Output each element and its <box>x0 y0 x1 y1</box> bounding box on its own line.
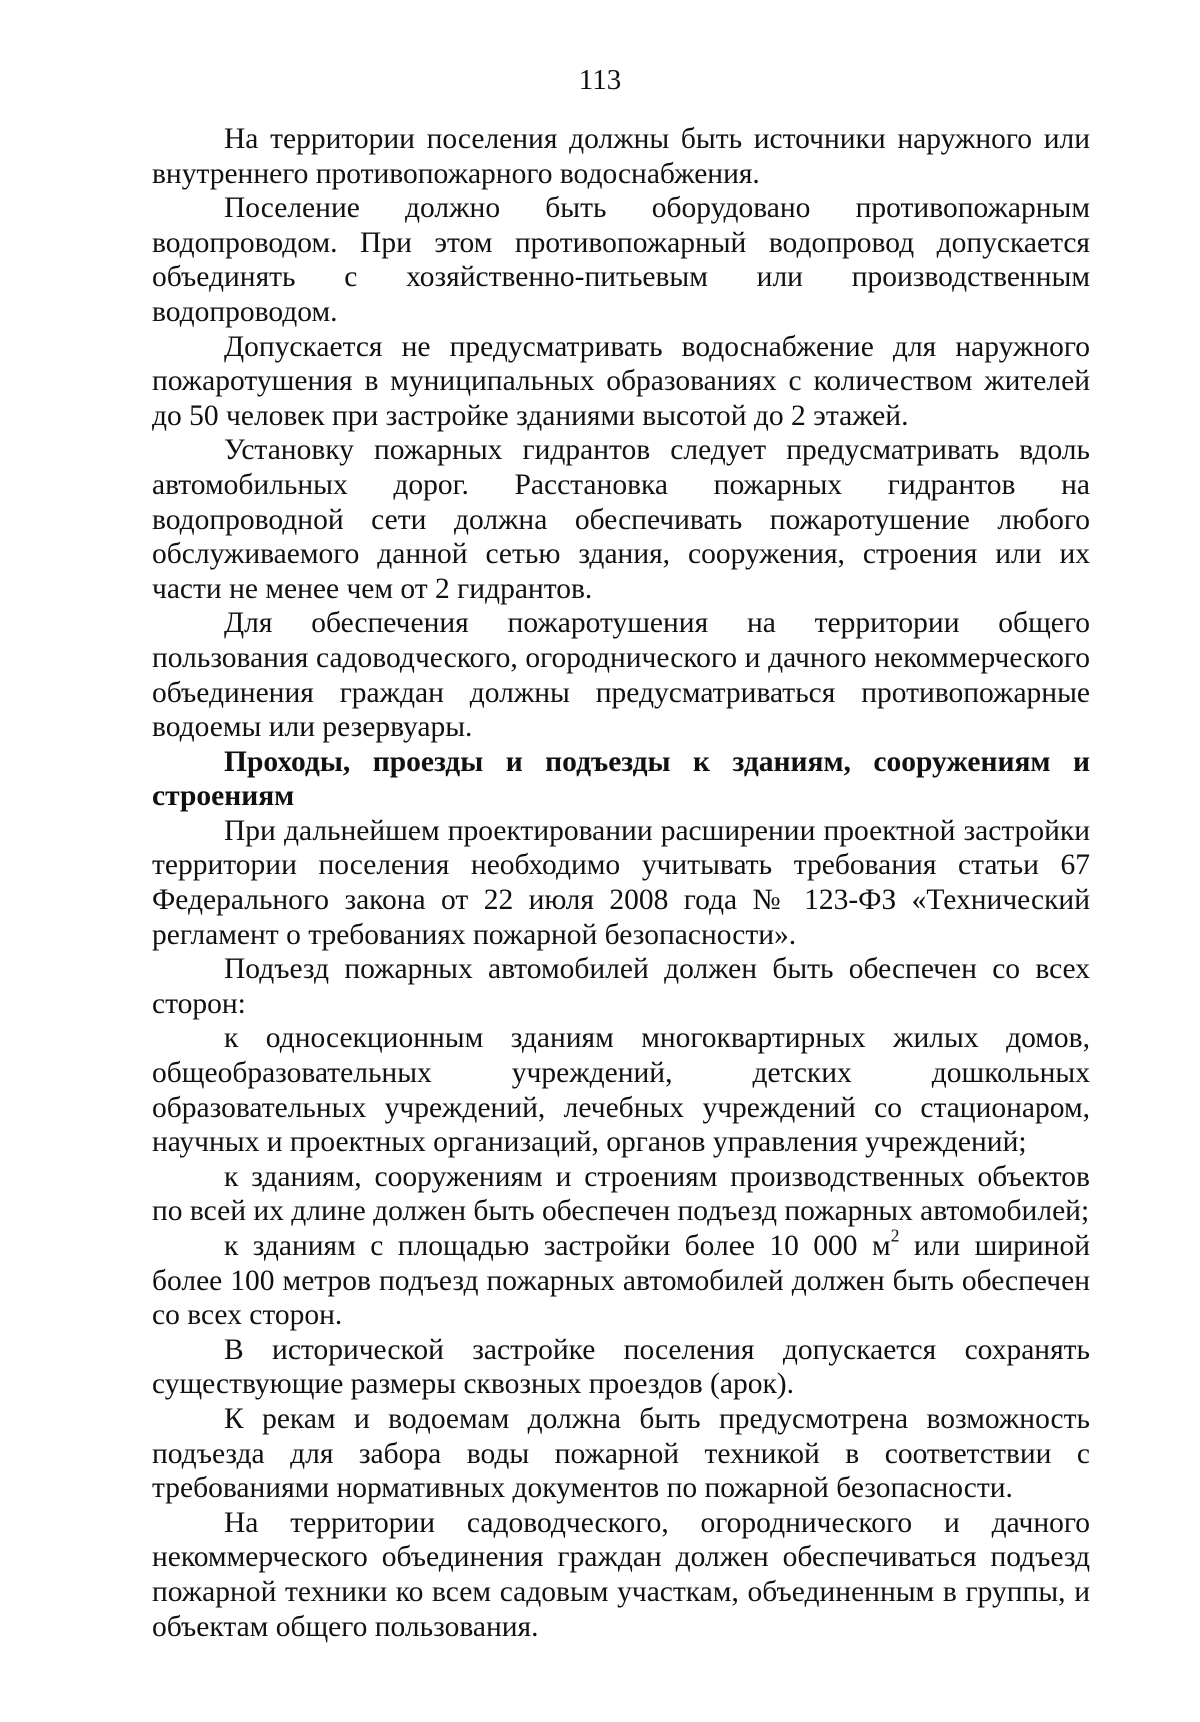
area-text-after: или шириной более 100 метров подъезд пожарных автомобилей должен быть обеспечен со всех сторон. <box>152 1230 1090 1332</box>
paragraph-small-settlements: Допускается не предусматривать водоснабжение для наружного пожаротушения в муниципальных образованиях с количеством жителей до 50 человек при застройке зданиями высотой до 2 этажей. <box>152 330 1090 432</box>
list-item-single-section-buildings: к односекционным зданиям многоквартирных жилых домов, общеобразовательных учреждений, детских дошкольных образовательных учреждений, лечебных учреждений со стационаром, научных и проектных организаций, органов управления учреждений; <box>152 1022 1090 1159</box>
paragraph-garden-reservoirs: Для обеспечения пожаротушения на территории общего пользования садоводческого, огороднического и дачного некоммерческого объединения граждан должны предусматриваться противопожарные водоемы или резервуары. <box>152 607 1090 744</box>
list-item-large-buildings <box>152 1225 1090 1333</box>
area-text-before: к зданиям с площадью застройки более 10 000 м <box>224 1230 891 1262</box>
paragraph-federal-law: При дальнейшем проектировании расширении проектной застройки территории поселения необходимо учитывать требования статьи 67 Федерального закона от 22 июля 2008 года № 123-ФЗ «Технический регламент о требованиях пожарной безопасности». <box>152 814 1090 951</box>
section-heading: Проходы, проезды и подъезды к зданиям, сооружениям и строениям <box>152 745 1090 813</box>
area-superscript: 2 <box>890 1225 900 1246</box>
paragraph-historic-arches: В исторической застройке поселения допускается сохранять существующие размеры сквозных проездов (арок). <box>152 1333 1090 1401</box>
document-body <box>152 122 1090 1644</box>
paragraph-access-all-sides: Подъезд пожарных автомобилей должен быть обеспечен со всех сторон: <box>152 953 1090 1020</box>
paragraph-fire-water-main: Поселение должно быть оборудовано противопожарным водопроводом. При этом противопожарный водопровод допускается объединять с хозяйственно-питьевым или производственным водопроводом. <box>152 192 1090 328</box>
paragraph-water-access: К рекам и водоемам должна быть предусмотрена возможность подъезда для забора воды пожарной техникой в соответствии с требованиями нормативных документов по пожарной безопасности. <box>152 1402 1090 1505</box>
paragraph-garden-access: На территории садоводческого, огороднического и дачного некоммерческого объединения граждан должен обеспечиваться подъезд пожарной техники ко всем садовым участкам, объединенным в группы, и объектам общего пользования. <box>152 1506 1090 1643</box>
paragraph-hydrants: Установку пожарных гидрантов следует предусматривать вдоль автомобильных дорог. Расстановка пожарных гидрантов на водопроводной сети должна обеспечивать пожаротушение любого обслуживаемого данной сетью здания, сооружения, строения или их части не менее чем от 2 гидрантов. <box>152 434 1090 605</box>
list-item-industrial-buildings: к зданиям, сооружениям и строениям производственных объектов по всей их длине должен быть обеспечен подъезд пожарных автомобилей; <box>152 1160 1090 1228</box>
page-number: 113 <box>578 64 622 96</box>
paragraph-water-sources: На территории поселения должны быть источники наружного или внутреннего противопожарного водоснабжения. <box>152 123 1090 190</box>
